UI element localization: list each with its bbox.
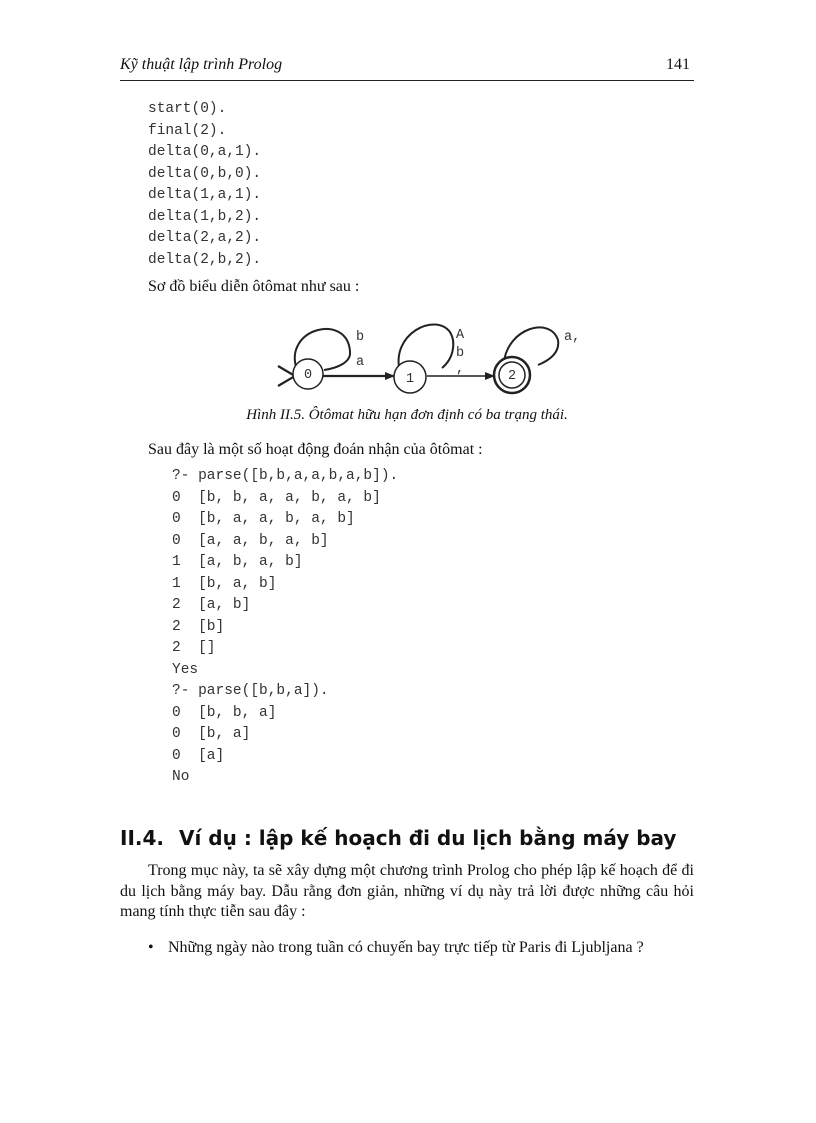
section-number: II.4. xyxy=(120,826,164,850)
code-line: ?- parse([b,b,a]). xyxy=(172,683,329,699)
loop-label: a xyxy=(356,355,365,370)
code-line: ?- parse([b,b,a,a,b,a,b]). xyxy=(172,468,399,484)
bullet-text: Những ngày nào trong tuần có chuyến bay trực tiếp từ Paris đi Ljubljana ? xyxy=(168,939,644,956)
loop-label: a, xyxy=(564,330,581,345)
state-label: 0 xyxy=(304,368,313,383)
code-line: 2 [b] xyxy=(172,618,225,635)
code-line: 2 [] xyxy=(172,640,216,656)
code-line: 0 [b, a] xyxy=(172,726,251,742)
header-rule xyxy=(120,80,694,81)
figure-caption: Hình II.5. Ôtômat hữu hạn đơn định có ba trạng thái. xyxy=(246,407,568,423)
loop-label: , xyxy=(456,362,465,377)
code-line: delta(1,b,2). xyxy=(148,208,262,225)
state-label: 2 xyxy=(508,369,517,384)
code-line: 0 [b, b, a] xyxy=(172,704,277,721)
code-line: delta(2,a,2). xyxy=(148,230,262,246)
examples-intro: Sau đây là một số hoạt động đoán nhận của ôtômat : xyxy=(148,441,483,458)
code-block-parse-examples xyxy=(172,466,398,789)
code-line: 0 [b, b, a, a, b, a, b] xyxy=(172,489,381,506)
code-line: delta(1,a,1). xyxy=(148,187,262,203)
state-label: 1 xyxy=(406,372,415,387)
page-header xyxy=(120,56,694,82)
code-line: 2 [a, b] xyxy=(172,597,251,613)
code-line: Yes xyxy=(172,661,199,678)
body-paragraph: Trong mục này, ta sẽ xây dựng một chương trình Prolog cho phép lập kế hoạch để đi du lịch bằng máy bay. Dẫu rằng đơn giản, những ví dụ này trả lời được những câu hỏi mang tính thực tiễn sau đây : xyxy=(120,862,694,920)
code-line: 0 [a] xyxy=(172,747,225,764)
page-number: 141 xyxy=(666,56,690,73)
code-line: delta(2,b,2). xyxy=(148,251,262,268)
loop-label: b xyxy=(456,346,465,361)
code-line: start(0). xyxy=(148,101,227,117)
section-heading xyxy=(120,826,676,850)
code-line: 0 [a, a, b, a, b] xyxy=(172,532,329,549)
running-title: Kỹ thuật lập trình Prolog xyxy=(120,56,283,73)
section-title-text: Ví dụ : lập kế hoạch đi du lịch bằng máy bay xyxy=(179,826,677,850)
code-line: delta(0,a,1). xyxy=(148,144,262,160)
loop-label: A xyxy=(456,328,465,343)
code-line: 1 [a, b, a, b] xyxy=(172,554,303,570)
bullet-icon: • xyxy=(148,939,154,956)
code-line: 1 [b, a, b] xyxy=(172,575,277,592)
bullet-item xyxy=(148,937,644,958)
code-line: final(2). xyxy=(148,122,227,139)
code-block-automaton-facts xyxy=(148,99,261,271)
code-line: No xyxy=(172,769,190,785)
diagram-intro: Sơ đồ biểu diễn ôtômat như sau : xyxy=(148,278,360,295)
loop-label: b xyxy=(356,330,365,345)
code-line: 0 [b, a, a, b, a, b] xyxy=(172,511,355,527)
automaton-diagram xyxy=(260,310,600,405)
code-line: delta(0,b,0). xyxy=(148,165,262,182)
